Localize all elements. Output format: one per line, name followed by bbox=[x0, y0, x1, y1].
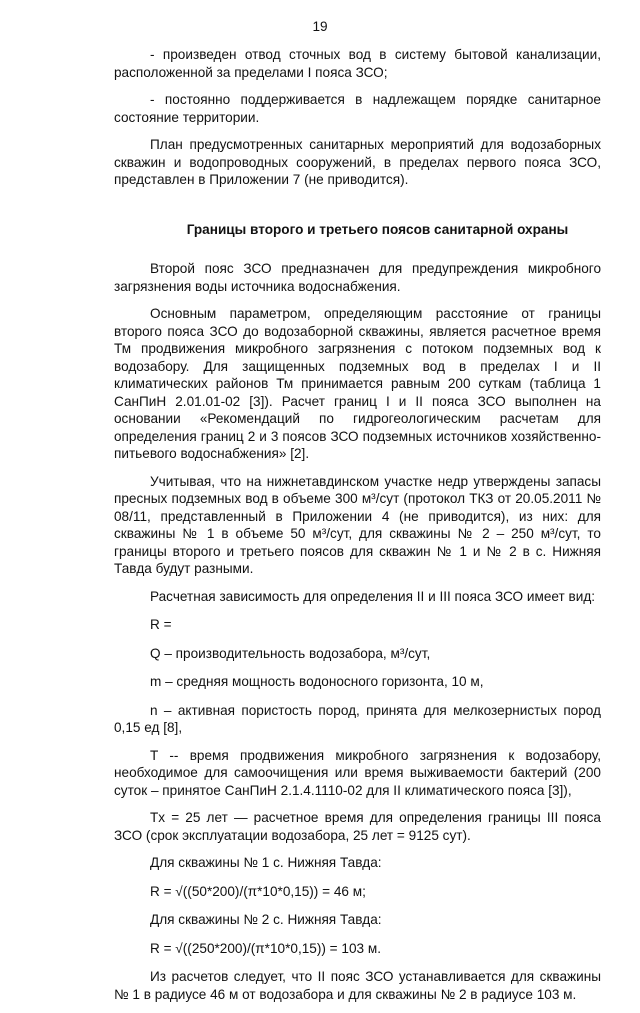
formula-intro: Расчетная зависимость для определения II и III пояса ЗСО имеет вид: bbox=[150, 588, 596, 604]
paragraph: Учитывая, что на нижнетавдинском участке недр утверждены запасы пресных подземных вод в объеме 300 м³/сут (протокол ТКЗ от 20.05.2011 № 08/11, представленный в Приложении 4 (не приводится), из них: для скважины № 1 в объеме 50 м³/сут, для скважины № 2 – 250 м³/сут, то границы второго и третьего поясов для скважин № 1 и № 2 в с. Нижняя Тавда будут разными. bbox=[114, 473, 601, 576]
conclusion-paragraph: Из расчетов следует, что II пояс ЗСО устанавливается для скважины № 1 в радиусе 46 м от водозабора и для скважины № 2 в радиусе 103 м. bbox=[114, 969, 601, 1002]
definition-t: T -- время продвижения микробного загрязнения к водозабору, необходимое для самоочищения или время выживаемости бактерий (200 суток – принятое СанПиН 2.1.4.1110-02 для II климатического пояса [3]), bbox=[114, 747, 601, 798]
calc-well-2-label: Для скважины № 2 с. Нижняя Тавда: bbox=[150, 912, 382, 927]
definition-m: m – средняя мощность водоносного горизонта, 10 м, bbox=[150, 674, 484, 689]
paragraph: План предусмотренных санитарных мероприятий для водозаборных скважин и водопроводных сооружений, в пределах первого пояса ЗСО, представлен в Приложении 7 (не приводится). bbox=[114, 137, 601, 187]
paragraph: Второй пояс ЗСО предназначен для предупреждения микробного загрязнения воды источника водоснабжения. bbox=[114, 261, 601, 294]
bullet-paragraph: - постоянно поддерживается в надлежащем порядке санитарное состояние территории. bbox=[114, 92, 601, 125]
definition-n: n – активная пористость пород, принята для мелкозернистых пород 0,15 ед [8], bbox=[114, 702, 601, 735]
calc-well-1-result: R = √((50*200)/(π*10*0,15)) = 46 м; bbox=[150, 883, 366, 899]
calc-well-2-result: R = √((250*200)/(π*10*0,15)) = 103 м. bbox=[150, 940, 381, 956]
formula-r: R = bbox=[150, 617, 172, 632]
page-number: 19 bbox=[312, 19, 328, 34]
bullet-paragraph: - произведен отвод сточных вод в систему бытовой канализации, расположенной за пределами I пояса ЗСО; bbox=[114, 47, 601, 80]
definition-q: Q – производительность водозабора, м³/сут, bbox=[150, 645, 431, 661]
document-body bbox=[114, 46, 601, 1013]
calc-well-1-label: Для скважины № 1 с. Нижняя Тавда: bbox=[150, 855, 382, 870]
section-heading: Границы второго и третьего поясов санитарной охраны bbox=[186, 221, 569, 237]
definition-tx: Tx = 25 лет — расчетное время для определения границы III пояса ЗСО (срок эксплуатации водозабора, 25 лет = 9125 сут). bbox=[114, 810, 601, 843]
paragraph: Основным параметром, определяющим расстояние от границы второго пояса ЗСО до водозаборной скважины, является расчетное время Тм продвижения микробного загрязнения с потоком подземных вод к водозабору. Для защищенных подземных вод в пределах I и II климатических районов Тм принимается равным 200 суткам (таблица 1 СанПиН 2.01.01-02 [3]). Расчет границ I и II пояса ЗСО выполнен на основании «Рекомендаций по гидрогеологическим расчетам для определения границ 2 и 3 поясов ЗСО подземных источников хозяйственно-питьевого водоснабжения» [2]. bbox=[114, 306, 601, 461]
